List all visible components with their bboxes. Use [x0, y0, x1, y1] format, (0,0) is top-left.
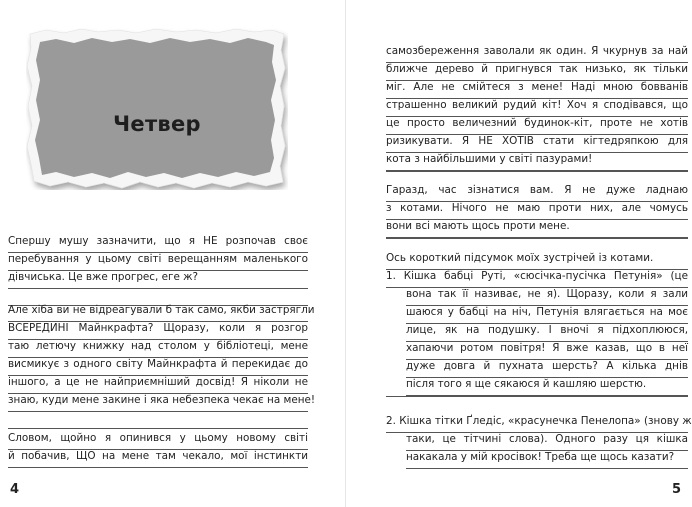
text-line: самозбереження заволали як один. Я чкурнув за най [386, 45, 688, 63]
blank-rule [386, 396, 688, 397]
text-line: Спершу мушу зазначити, що я НЕ розпочав своє [8, 235, 308, 253]
blank-rule [386, 238, 688, 239]
text-line: ризикувати. Я НЕ ХОТІВ стати кігтедряпкою для [386, 135, 688, 153]
text-line: після того я ще сякаюся й кашляю шерстю. [406, 378, 688, 396]
text-line: Гаразд, час зізнатися вам. Я не дуже ладнаю [386, 184, 688, 202]
text-line: ВСЕРЕДИНІ Майнкрафта? Щоразу, коли я розгор [8, 322, 308, 340]
text-line: шаюся у бабці на ніч, Петунія влягається на моє [406, 306, 688, 324]
chapter-title-card [26, 28, 288, 190]
text-line: перебування у цьому світі верещанням маленького [8, 253, 308, 271]
torn-paper-graphic [26, 28, 288, 190]
text-line: міг. Але не смійтеся з мене! Наді мною бовванів [386, 81, 688, 99]
text-line: таки, це тітчині слова). Одного разу ця кішка [406, 433, 688, 451]
text-line: хапаючи ротом повітря! Я вже казав, що в неї [406, 342, 688, 360]
blank-rule [8, 428, 308, 429]
text-line: Ось короткий підсумок моїх зустрічей із котами. [386, 252, 688, 270]
text-line: накакала у мій кросівок! Треба ще щось казати? [406, 451, 688, 469]
chapter-title: Четвер [113, 112, 201, 136]
text-line: лице, як на подушку. І вночі я підхоплююся, [406, 324, 688, 342]
text-line: висмикує з одного світу Майнкрафта й перекидає до [8, 358, 308, 376]
text-line: з котами. Нічого не маю проти них, але чомусь [386, 202, 688, 220]
text-line: це просто величезний будинок-кіт, проте не хотів [386, 117, 688, 135]
text-line: й побачив, ЩО на мене там чекало, мої інстинкти [8, 450, 308, 468]
text-line: Словом, щойно я опинився у цьому новому світі [8, 432, 308, 450]
text-line: таю летючу книжку над столом у бібліотеці, мене [8, 340, 308, 358]
page-number: 4 [10, 482, 20, 497]
text-line: кота з найбільшими у світі пазурами! [386, 153, 688, 171]
page-number: 5 [672, 482, 682, 497]
blank-rule [386, 171, 688, 172]
list-item-2: 2. Кішка тітки Ґледіс, «красунечка Пенелопа» (знову ж [386, 415, 688, 433]
text-line: дуже довга й пухната шерсть? А кілька днів [406, 360, 688, 378]
text-line: дівчиська. Це вже прогрес, еге ж? [8, 271, 308, 289]
text-line: іншого, а це не найприємніший досвід! Я ніколи не [8, 376, 308, 394]
text-line: страшенно великий рудий кіт! Хоч я сподівався, що [386, 99, 688, 117]
text-line: вона так її називає, не я). Щоразу, коли я зали [406, 288, 688, 306]
list-item-1: 1. Кішка бабці Руті, «сюсічка-пусічка Петунія» (це [386, 270, 688, 288]
text-line: вони всі мають щось проти мене. [386, 220, 688, 238]
text-line: знаю, куди мене закине і яка небезпека чекає на мене! [8, 394, 308, 412]
text-line: Але хіба ви не відреагували б так само, якби застрягли [8, 304, 308, 322]
text-line: ближче дерево й пригнувся так низько, як тільки [386, 63, 688, 81]
right-page [346, 0, 692, 507]
